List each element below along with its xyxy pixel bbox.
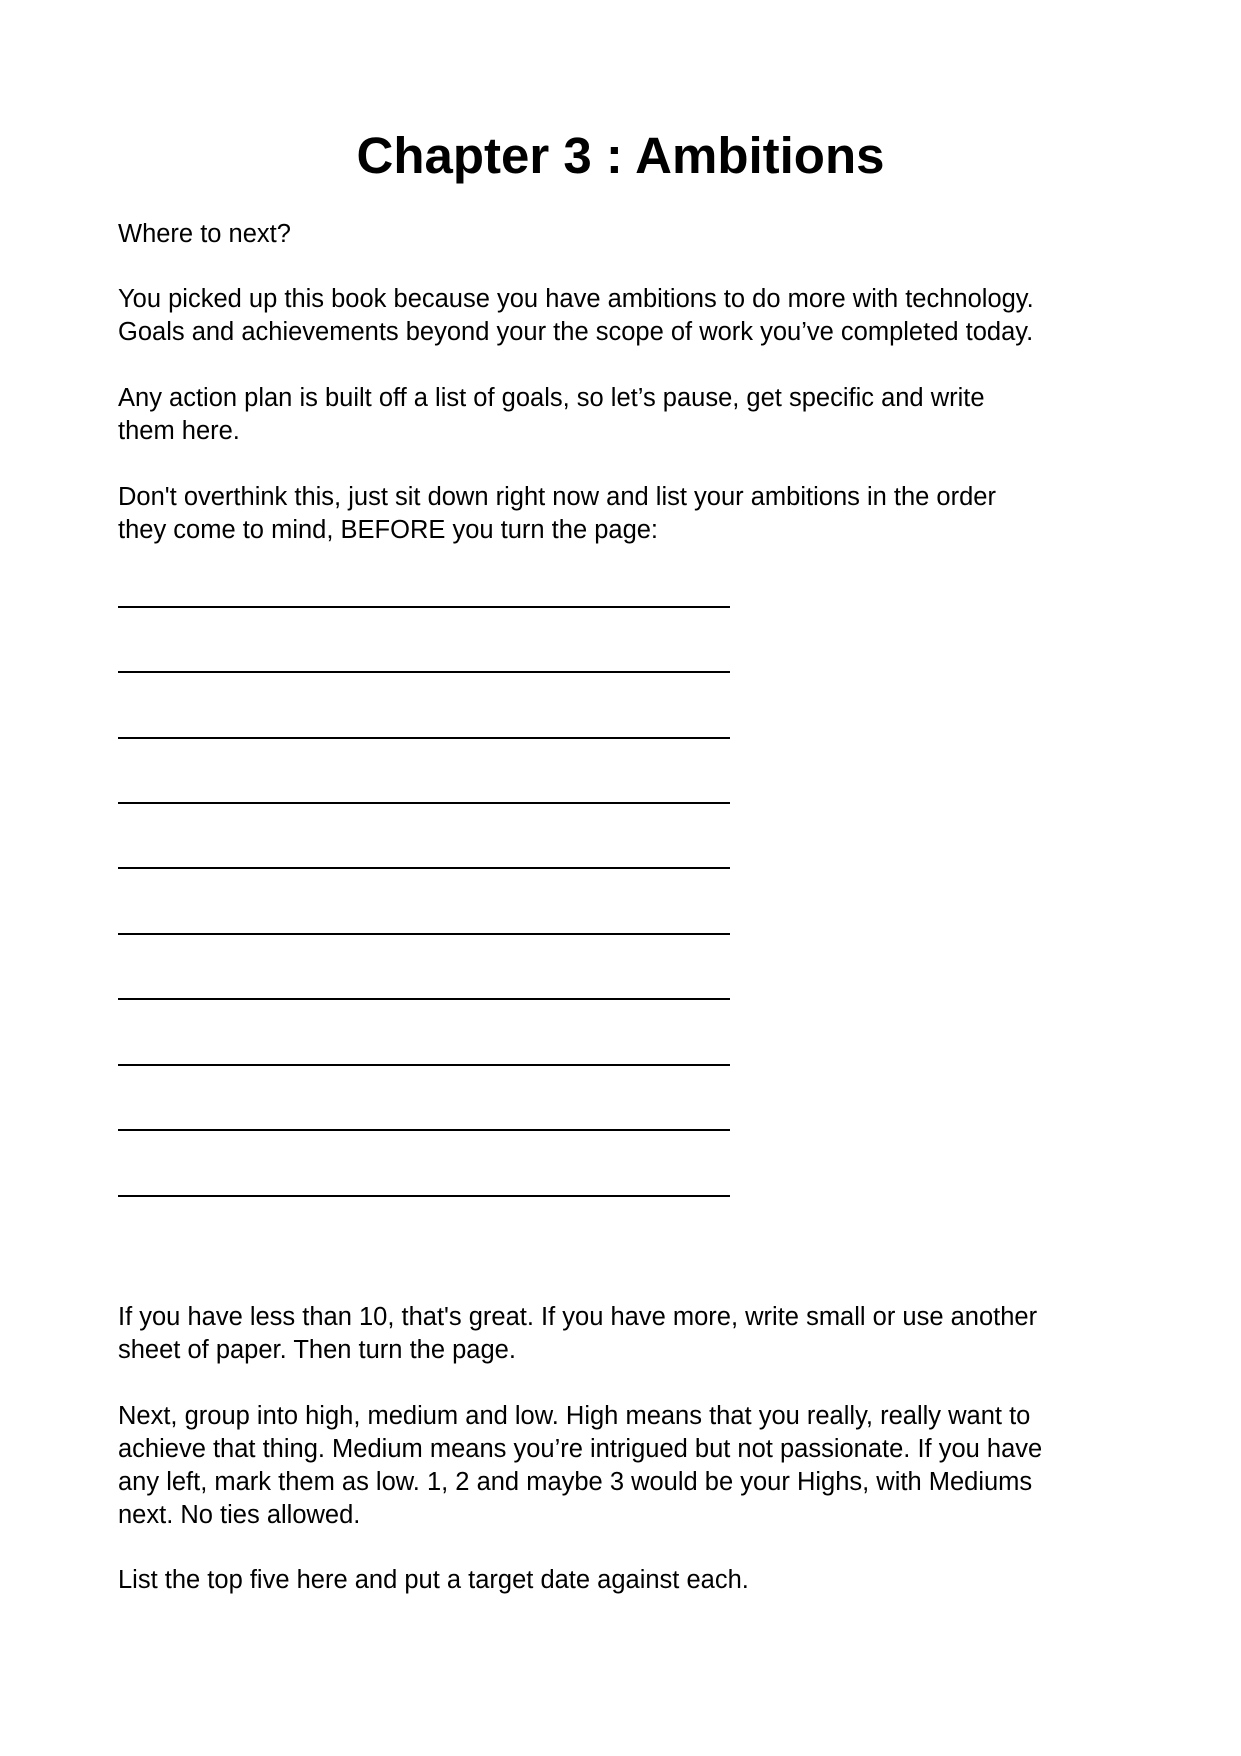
text-line: Any action plan is built off a list of goals, so let’s pause, get specific and write [118, 384, 985, 412]
text-line: achieve that thing. Medium means you’re intrigued but not passionate. If you have [118, 1435, 1043, 1463]
write-in-line[interactable] [118, 606, 730, 608]
text-line: Where to next? [118, 220, 291, 248]
write-in-line[interactable] [118, 1064, 730, 1066]
text-line: they come to mind, BEFORE you turn the page: [118, 516, 659, 544]
write-in-line[interactable] [118, 998, 730, 1000]
action-plan-paragraph [118, 382, 1128, 448]
write-in-line[interactable] [118, 933, 730, 935]
text-line: sheet of paper. Then turn the page. [118, 1336, 516, 1364]
text-line: Don't overthink this, just sit down right now and list your ambitions in the order [118, 483, 996, 511]
intro-question [118, 218, 1128, 251]
write-in-line[interactable] [118, 867, 730, 869]
ambitions-paragraph [118, 283, 1128, 349]
write-in-line[interactable] [118, 1129, 730, 1131]
write-in-line[interactable] [118, 737, 730, 739]
text-line: Next, group into high, medium and low. High means that you really, really want to [118, 1402, 1031, 1430]
text-line: You picked up this book because you have ambitions to do more with technology. [118, 285, 1034, 313]
grouping-paragraph [118, 1400, 1128, 1532]
write-in-line[interactable] [118, 802, 730, 804]
text-line: Goals and achievements beyond your the scope of work you’ve completed today. [118, 318, 1034, 346]
text-line: List the top five here and put a target date against each. [118, 1566, 749, 1594]
instructions-paragraph [118, 481, 1128, 547]
text-line: next. No ties allowed. [118, 1501, 361, 1529]
text-line: any left, mark them as low. 1, 2 and maybe 3 would be your Highs, with Mediums [118, 1468, 1033, 1496]
write-in-line[interactable] [118, 671, 730, 673]
top-five-paragraph [118, 1564, 1128, 1597]
count-paragraph [118, 1301, 1128, 1367]
text-line: If you have less than 10, that's great. If you have more, write small or use another [118, 1303, 1038, 1331]
chapter-title: Chapter 3 : Ambitions [356, 127, 885, 184]
text-line: them here. [118, 417, 240, 445]
write-in-line[interactable] [118, 1195, 730, 1197]
